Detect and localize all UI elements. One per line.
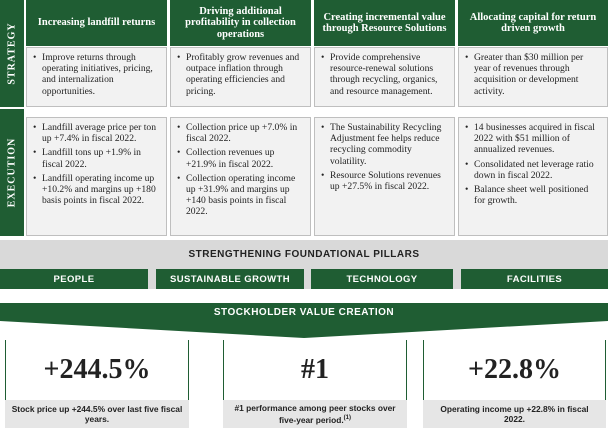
list-item: • Improve returns through operating initiatives, pricing, and internalization opportunities. (42, 52, 160, 97)
execution-cell-landfill (26, 117, 167, 236)
list-item: • The Sustainability Recycling Adjustment fee helps reduce recycling commodity volatility. (330, 122, 448, 167)
strategy-cell-resource-solutions (314, 47, 455, 107)
pillar-people: PEOPLE (0, 269, 148, 289)
strategy-cell-capital (458, 47, 608, 107)
list-item: • Greater than $30 million per year of revenues through acquisition or development activity. (474, 52, 601, 97)
list-item: • Collection price up +7.0% in fiscal 2022. (186, 122, 304, 144)
stat-peer-rank-caption-text: #1 performance among peer stocks over five-year period.$^{(1)}$ (234, 402, 396, 425)
execution-cell-capital (458, 117, 608, 236)
list-item: • Provide comprehensive resource-renewal solutions through recycling, organics, and resource management. (330, 52, 448, 97)
strategy-cell-landfill (26, 47, 167, 107)
execution-cell-collection (170, 117, 311, 236)
list-item: • Profitably grow revenues and outpace inflation through operating efficiencies and pricing. (186, 52, 304, 97)
pillar-technology: TECHNOLOGY (311, 269, 453, 289)
foundation-banner: STRENGTHENING FOUNDATIONAL PILLARS (0, 240, 608, 269)
strategy-side-label: STRATEGY (0, 0, 24, 107)
column-heading-capital: Allocating capital for return driven growth (458, 0, 608, 46)
column-heading-resource-solutions: Creating incremental value through Resource Solutions (314, 0, 455, 46)
list-item: • Landfill average price per ton up +7.4% in fiscal 2022. (42, 122, 160, 144)
pillar-sustainable-growth: SUSTAINABLE GROWTH (156, 269, 304, 289)
pillar-facilities: FACILITIES (461, 269, 608, 289)
list-item: • Resource Solutions revenues up +27.5% in fiscal 2022. (330, 170, 448, 192)
stat-operating-income-value: +22.8% (423, 340, 606, 401)
stat-stock-price-caption: Stock price up +244.5% over last five fiscal years. (5, 400, 189, 428)
execution-side-label: EXECUTION (0, 109, 24, 236)
list-item: • Consolidated net leverage ratio down in fiscal 2022. (474, 159, 601, 181)
list-item: • Landfill tons up +1.9% in fiscal 2022. (42, 147, 160, 169)
column-heading-landfill: Increasing landfill returns (26, 0, 167, 46)
stat-peer-rank-value: #1 (223, 340, 407, 401)
list-item: • Collection operating income up +31.9% and margins up +140 basis points in fiscal 2022. (186, 173, 304, 218)
stat-stock-price-value: +244.5% (5, 340, 189, 401)
footnote-marker: (1) (343, 415, 352, 422)
stat-peer-rank-caption (223, 400, 407, 428)
list-item: • Collection revenues up +21.9% in fiscal 2022. (186, 147, 304, 169)
list-item: • Balance sheet well positioned for growth. (474, 184, 601, 206)
strategy-cell-collection (170, 47, 311, 107)
stat-operating-income-caption: Operating income up +22.8% in fiscal 2022. (423, 400, 606, 428)
list-item: • Landfill operating income up +10.2% and margins up +180 basis points in fiscal 2022. (42, 173, 160, 207)
column-heading-collection: Driving additional profitability in collection operations (170, 0, 311, 46)
execution-cell-resource-solutions (314, 117, 455, 236)
list-item: • 14 businesses acquired in fiscal 2022 with $51 million of annualized revenues. (474, 122, 601, 156)
value-creation-title: STOCKHOLDER VALUE CREATION (213, 306, 395, 318)
